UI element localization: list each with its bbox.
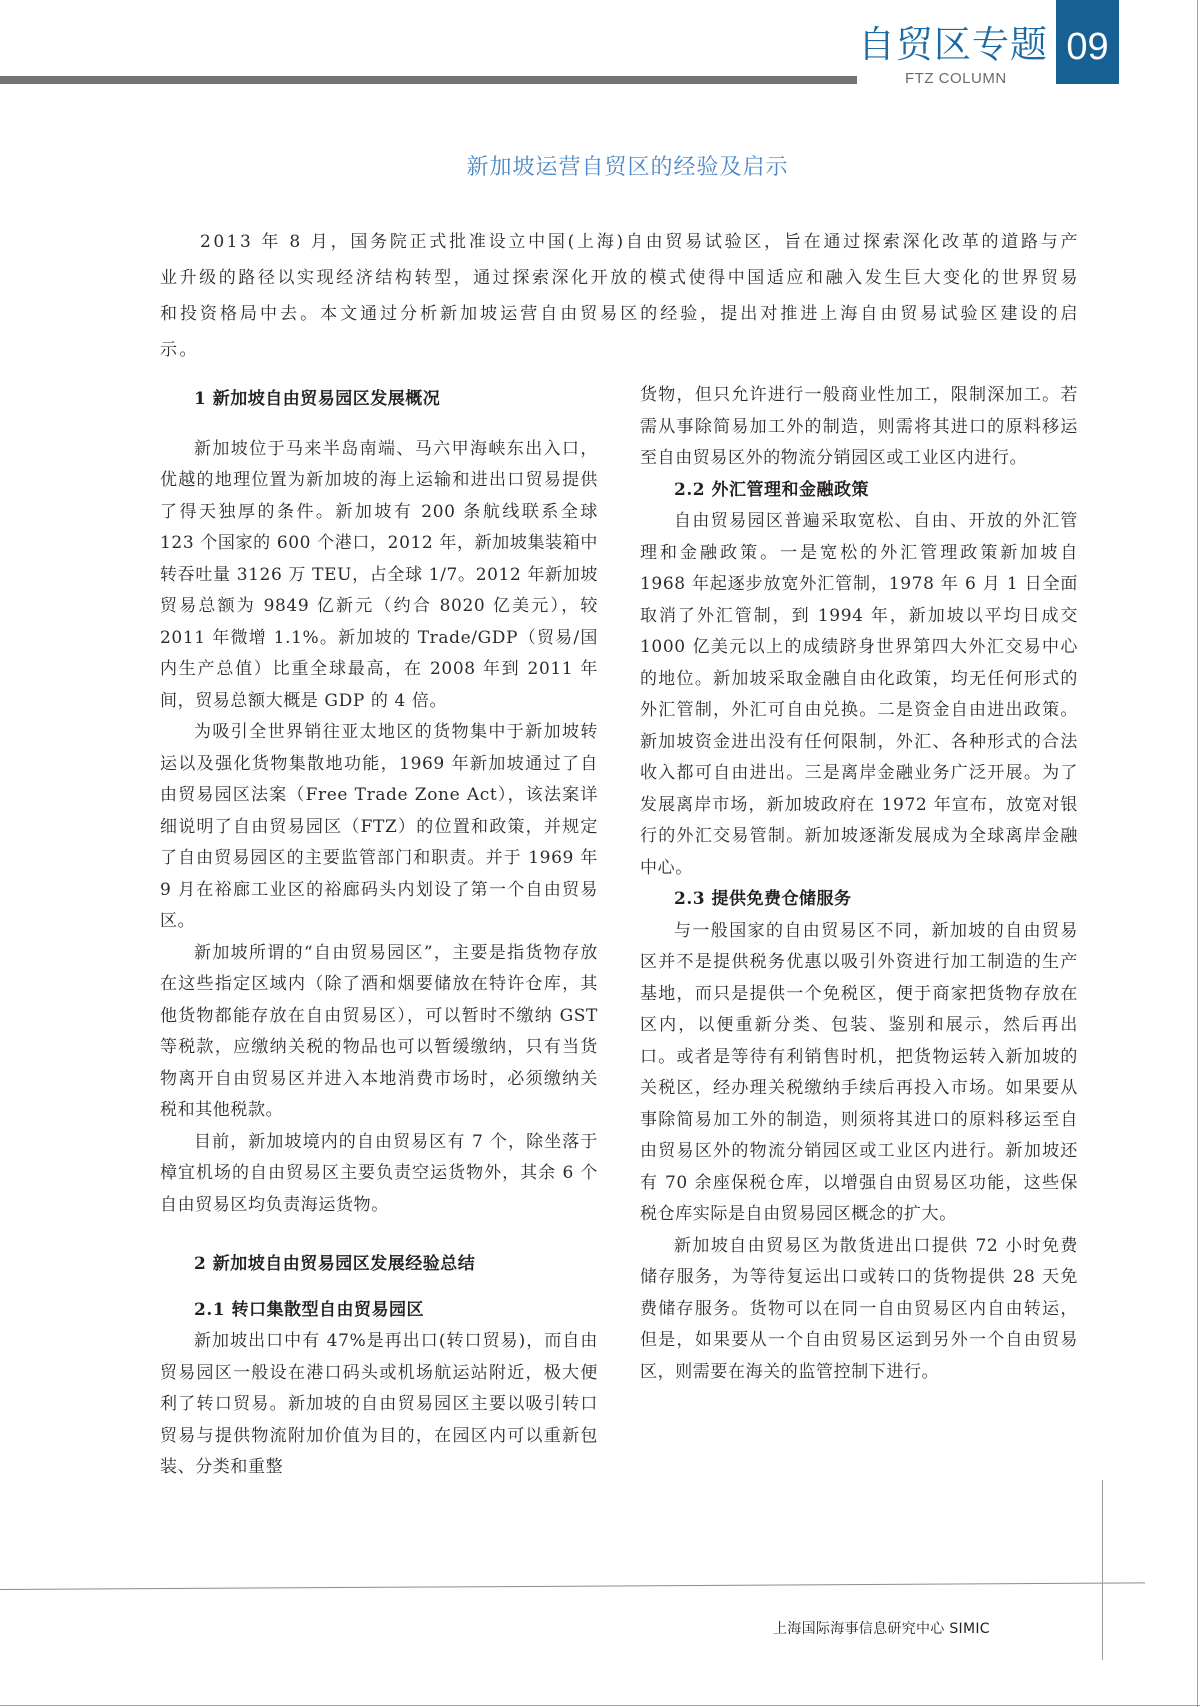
footer-rule xyxy=(0,1582,1145,1590)
page-number: 09 xyxy=(1066,25,1109,68)
paragraph: 与一般国家的自由贸易区不同，新加坡的自由贸易区并不是提供税务优惠以吸引外资进行加工制造的生产基地，而只是提供一个免税区，便于商家把货物存放在区内，以便重新分类、包装、鉴别和展示，然后再出口。或者是等待有利销售时机，把货物运转入新加坡的关税区，经办理关税缴纳手续后再投入市场。如果要从事除简易加工外的制造，则须将其进口的原料移运至自由贸易区外的物流分销园区或工业区内进行。新加坡还有 70 余座保税仓库，以增强自由贸易区功能，这些保税仓库实际是自由贸易园区概念的扩大。 xyxy=(640,920,1078,1224)
column-subtitle: FTZ COLUMN xyxy=(905,70,1007,87)
header-rule xyxy=(0,76,857,84)
paragraph: 新加坡所谓的“自由贸易园区”，主要是指货物存放在这些指定区域内（除了酒和烟要储放在特许仓库，其他货物都能存放在自由贸易区），可以暂时不缴纳 GST 等税款，应缴纳关税的物品也可以暂缓缴纳，只有当货物离开自由贸易区并进入本地消费市场时，必须缴纳关税和其他税款。 xyxy=(160,942,598,1120)
column-title: 自贸区专题 xyxy=(858,23,1048,66)
paragraph: 自由贸易园区普遍采取宽松、自由、开放的外汇管理和金融政策。一是宽松的外汇管理政策新加坡自 1968 年起逐步放宽外汇管制，1978 年 6 月 1 日全面取消了外汇管制，到 1994 年，新加坡以平均日成交 1000 亿美元以上的成绩跻身世界第四大外汇交易中心的地位。新加坡采取金融自由化政策，均无任何形式的外汇管制，外汇可自由兑换。二是资金自由进出政策。新加坡资金进出没有任何限制，外汇、各种形式的合法收入都可自由进出。三是离岸金融业务广泛开展。为了发展离岸市场，新加坡政府在 1972 年宣布，放宽对银行的外汇交易管制。新加坡逐渐发展成为全球离岸金融中心。 xyxy=(640,511,1078,878)
subsection-2-3-heading: 2.3 提供免费仓储服务 xyxy=(674,889,852,909)
paragraph: 新加坡位于马来半岛南端、马六甲海峡东出入口，优越的地理位置为新加坡的海上运输和进出口贸易提供了得天独厚的条件。新加坡有 200 条航线联系全球 123 个国家的 600 个港口，2012 年，新加坡集装箱中转吞吐量 3126 万 TEU，占全球 1/7。2012 年新加坡贸易总额为 9849 亿新元（约合 8020 亿美元），较 2011 年微增 1.1%。新加坡的 Trade/GDP（贸易/国内生产总值）比重全球最高，在 2008 年到 2011 年间，贸易总额大概是 GDP 的 4 倍。 xyxy=(160,438,598,711)
page-border-right xyxy=(1197,0,1198,1707)
paragraph: 新加坡自由贸易区为散货进出口提供 72 小时免费储存服务，为等待复运出口或转口的货物提供 28 天免费储存服务。货物可以在同一自由贸易区内自由转运，但是，如果要从一个自由贸易区运到另外一个自由贸易区，则需要在海关的监管控制下进行。 xyxy=(640,1235,1078,1382)
section-2-heading: 2 新加坡自由贸易园区发展经验总结 xyxy=(194,1254,476,1274)
article-abstract: 2013 年 8 月，国务院正式批准设立中国(上海)自由贸易试验区，旨在通过探索深化改革的道路与产业升级的路径以实现经济结构转型，通过探索深化开放的模式使得中国适应和融入发生巨大变化的世界贸易和投资格局中去。本文通过分析新加坡运营自由贸易区的经验，提出对推进上海自由贸易试验区建设的启示。 xyxy=(160,232,1080,360)
section-1-heading: 1 新加坡自由贸易园区发展概况 xyxy=(194,389,441,409)
page-border-bottom xyxy=(0,1705,1200,1706)
page-number-badge xyxy=(1056,0,1119,84)
right-column xyxy=(640,380,1078,1388)
paragraph-continued: 货物，但只允许进行一般商业性加工，限制深加工。若需从事除简易加工外的制造，则需将其进口的原料移运至自由贸易区外的物流分销园区或工业区内进行。 xyxy=(640,385,1078,468)
subsection-2-2-heading: 2.2 外汇管理和金融政策 xyxy=(674,479,869,500)
paragraph: 为吸引全世界销往亚太地区的货物集中于新加坡转运以及强化货物集散地功能，1969 年新加坡通过了自由贸易园区法案（Free Trade Zone Act），该法案详细说明了自由贸易园区（FTZ）的位置和政策，并规定了自由贸易园区的主要监管部门和职责。并于 1969 年 9 月在裕廊工业区的裕廊码头内划设了第一个自由贸易区。 xyxy=(160,722,598,931)
crop-mark xyxy=(1102,1480,1103,1660)
paragraph: 目前，新加坡境内的自由贸易区有 7 个，除坐落于樟宜机场的自由贸易区主要负责空运货物外，其余 6 个自由贸易区均负责海运货物。 xyxy=(160,1131,598,1215)
article-title: 新加坡运营自贸区的经验及启示 xyxy=(466,155,789,180)
left-column xyxy=(160,378,598,1484)
paragraph: 新加坡出口中有 47%是再出口(转口贸易)，而自由贸易园区一般设在港口码头或机场航运站附近，极大便利了转口贸易。新加坡的自由贸易园区主要以吸引转口贸易与提供物流附加价值为目的，在园区内可以重新包装、分类和重整 xyxy=(160,1331,598,1477)
footer-publisher: 上海国际海事信息研究中心 SIMIC xyxy=(773,1621,990,1637)
subsection-2-1-heading: 2.1 转口集散型自由贸易园区 xyxy=(194,1299,424,1320)
